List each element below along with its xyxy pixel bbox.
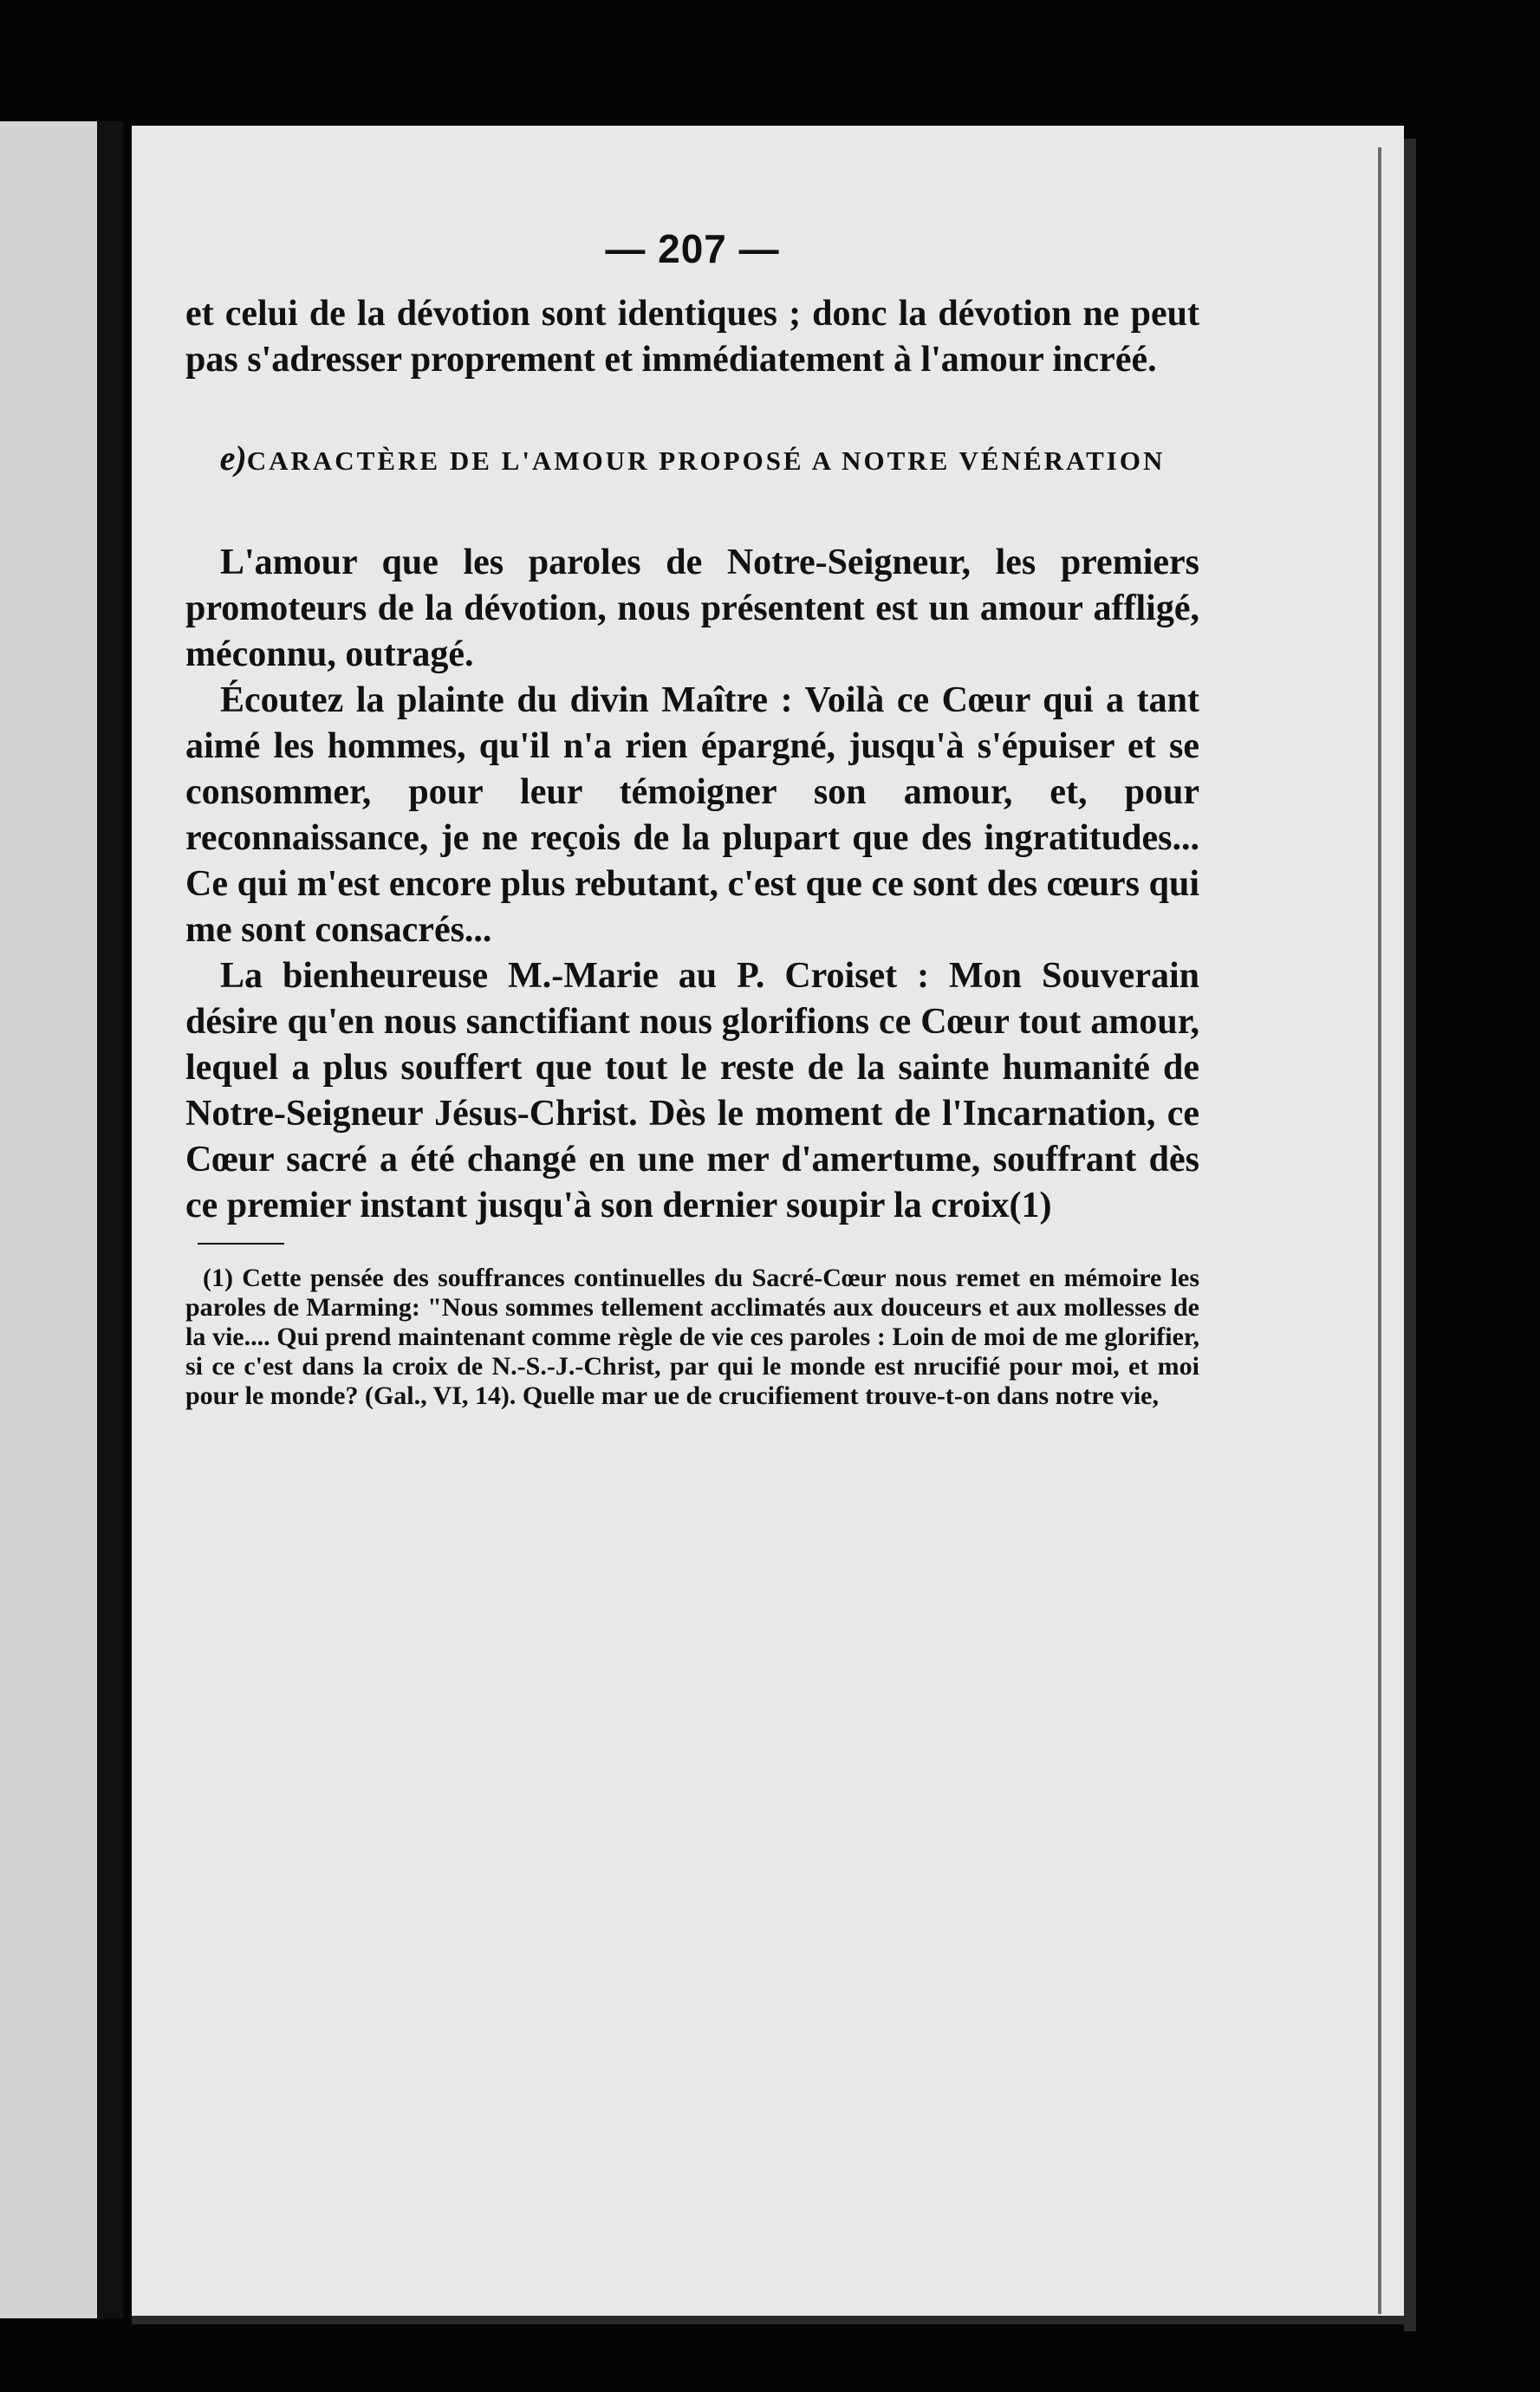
section-marker: e) <box>219 439 247 478</box>
bottom-page-edge <box>132 2316 1414 2324</box>
paragraph-3: Écoutez la plainte du divin Maître : Voilà ce Cœur qui a tant aimé les hommes, qu'il n'a rien épargné, jusqu'à s'épuiser et se consommer, pour leur témoigner son amour, et, pour reconnaissance, je ne reçois de la plupart que des ingratitudes... Ce qui m'est encore plus rebutant, c'est que ce sont des cœurs qui me sont consacrés... <box>185 680 1199 950</box>
left-page-edge <box>0 121 97 2318</box>
gutter <box>97 121 123 2318</box>
page-number: — 207 — <box>605 226 780 271</box>
page-fold-line <box>1378 147 1381 2314</box>
section-heading <box>185 440 1199 479</box>
paragraph-4 <box>185 953 1199 1229</box>
paragraph-2: L'amour que les paroles de Notre-Seigneur, les premiers promoteurs de la dévotion, nous présentent est un amour affligé, méconnu, outragé. <box>185 543 1199 674</box>
paragraph-4-text: La bienheureuse M.-Marie au P. Croiset : Mon Souverain désire qu'en nous sanctifiant nous glorifions ce Cœur tout amour, lequel a plus souffert que tout le reste de la sainte humanité de Notre-Seigneur Jésus-Christ. Dès le moment de l'Incarnation, ce Cœur sacré a été changé en une mer d'amertume, souffrant dès ce premier instant jusqu'à son dernier soupir la croix <box>185 956 1199 1225</box>
page-content <box>185 225 1199 1411</box>
section-title: CARACTÈRE DE L'AMOUR PROPOSÉ A NOTRE VÉNÉRATION <box>246 445 1166 476</box>
footnote-reference: (1) <box>1009 1186 1052 1225</box>
paragraph-1: et celui de la dévotion sont identiques ; donc la dévotion ne peut pas s'adresser proprement et immédiatement à l'amour incréé. <box>185 294 1199 380</box>
footnote-rule <box>198 1243 284 1245</box>
right-page-edge <box>1404 139 1416 2331</box>
footnote: (1) Cette pensée des souffrances continuelles du Sacré-Cœur nous remet en mémoire les paroles de Marming: "Nous sommes tellement acclimatés aux douceurs et aux mollesses de la vie.... Qui prend maintenant comme règle de vie ces paroles : Loin de moi de me glorifier, si ce c'est dans la croix de N.-S.-J.-Christ, par qui le monde est nrucifié pour moi, et moi pour le monde? (Gal., VI, 14). Quelle mar ue de crucifiement trouve-t-on dans notre vie, <box>185 1264 1199 1410</box>
